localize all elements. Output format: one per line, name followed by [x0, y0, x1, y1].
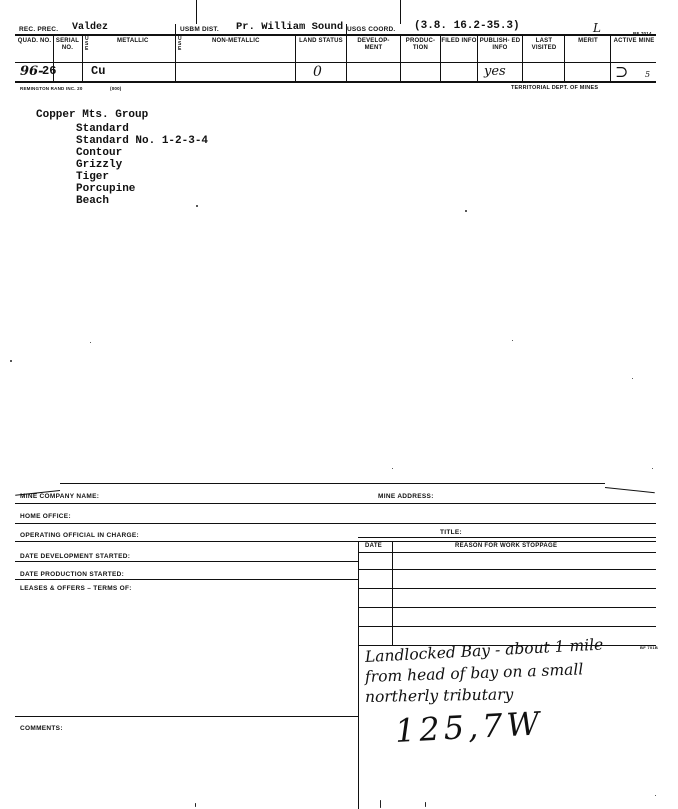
column-divider	[564, 34, 565, 81]
col-development: DEVELOP- MENT	[357, 38, 390, 51]
header-form-number: BF 7014	[633, 31, 652, 36]
col-quad-no: QUAD. NO.	[17, 38, 52, 44]
speck	[465, 210, 467, 212]
column-divider	[175, 24, 176, 81]
column-divider	[522, 34, 523, 81]
usbm-dist-label: USBM DIST.	[180, 26, 219, 33]
mine-company-name-label: MINE COMPANY NAME:	[20, 493, 100, 500]
speck	[90, 342, 91, 343]
usgs-coord-label: USGS COORD.	[347, 26, 396, 33]
speck	[196, 205, 198, 207]
speck	[425, 802, 426, 807]
corner-mark: L	[593, 21, 601, 35]
column-divider	[346, 24, 347, 81]
form-rule	[358, 552, 656, 553]
col-use: U S E	[85, 36, 89, 52]
date-development-label: DATE DEVELOPMENT STARTED:	[20, 553, 131, 560]
speck	[195, 803, 196, 807]
claim-item: Contour	[76, 147, 123, 159]
note-line-2: from head of bay on a small	[364, 660, 584, 686]
header-rule	[15, 34, 656, 36]
column-divider	[477, 34, 478, 81]
header-divider	[400, 0, 401, 24]
speck	[10, 360, 12, 362]
form-rule	[15, 541, 656, 542]
speck	[632, 378, 633, 379]
claim-item: Standard No. 1-2-3-4	[76, 135, 209, 147]
quad-no-value: 96-	[20, 64, 44, 79]
usbm-dist-value: Pr. William Sound	[236, 21, 344, 33]
col-production: PRODUC- TION	[405, 38, 436, 51]
form-edge	[60, 483, 605, 484]
printer-name: REMINGTON RAND INC. 20	[20, 86, 83, 91]
col-non-metallic: NON-METALLIC	[212, 38, 260, 44]
form-divider	[392, 541, 393, 645]
col-filed-info: FILED INFO	[441, 38, 477, 44]
comments-label: COMMENTS:	[20, 725, 63, 732]
column-divider	[295, 34, 296, 81]
date-col-label: DATE	[365, 543, 383, 549]
form-divider	[358, 541, 359, 809]
col-last-visited: LAST VISITED	[531, 38, 557, 51]
active-mark: ⊃	[615, 62, 629, 81]
col-active: ACTIVE MINE	[613, 38, 655, 44]
active-side-mark: 5	[645, 70, 651, 79]
header-rule	[15, 81, 656, 83]
date-production-label: DATE PRODUCTION STARTED:	[20, 571, 125, 578]
title-label: TITLE:	[440, 529, 463, 536]
speck	[392, 468, 393, 469]
claim-item: Grizzly	[76, 159, 123, 171]
agency-name: TERRITORIAL DEPT. OF MINES	[511, 85, 599, 91]
col-serial-no: SERIAL NO.	[55, 38, 80, 51]
mine-address-label: MINE ADDRESS:	[378, 493, 434, 500]
printer-code: (000)	[110, 86, 122, 91]
form-edge	[605, 487, 655, 493]
operating-official-label: OPERATING OFFICIAL IN CHARGE:	[20, 532, 139, 539]
rec-prec-label: REC. PREC.	[19, 26, 59, 33]
form-rule	[358, 537, 656, 538]
speck	[512, 340, 513, 341]
rec-prec-value: Valdez	[72, 22, 109, 33]
col-published-info: PUBLISH- ED INFO	[479, 38, 521, 51]
form-rule	[15, 716, 358, 717]
form-rule	[358, 588, 656, 589]
header-divider	[196, 0, 197, 24]
group-title: Copper Mts. Group	[36, 109, 149, 121]
column-divider	[82, 34, 83, 81]
speck	[652, 468, 653, 469]
home-office-label: HOME OFFICE:	[20, 513, 71, 520]
usgs-coord-value: (3.8. 16.2-35.3)	[414, 20, 520, 32]
col-land-status: LAND STATUS	[299, 38, 343, 44]
note-line-1: Landlocked Bay - about 1 mile	[364, 635, 604, 666]
col-metallic: METALLIC	[117, 38, 149, 44]
claim-item: Porcupine	[76, 183, 136, 195]
form-rule	[15, 561, 358, 562]
claim-item: Tiger	[76, 171, 110, 183]
col-merit: MERIT	[578, 38, 598, 44]
reason-col-label: REASON FOR WORK STOPPAGE	[455, 543, 558, 549]
speck	[655, 795, 656, 796]
speck	[380, 800, 381, 808]
column-divider	[610, 34, 611, 81]
header-rule	[15, 62, 656, 63]
form-rule	[15, 579, 358, 580]
serial-no-value: 26	[42, 64, 57, 78]
form-rule	[358, 607, 656, 608]
metallic-value: Cu	[91, 64, 106, 78]
note-line-3: northerly tributary	[364, 685, 514, 706]
claim-item: Standard	[76, 123, 129, 135]
claim-item: Beach	[76, 195, 110, 207]
form-rule	[358, 626, 656, 627]
form-number: BF 701B	[640, 645, 659, 650]
form-rule	[358, 569, 656, 570]
form-rule	[15, 503, 656, 504]
land-status-value: 0	[313, 64, 322, 80]
note-figure: 125,7W	[394, 704, 545, 750]
form-rule	[15, 523, 656, 524]
published-info-value: yes	[484, 64, 506, 79]
col-use-2: U S E	[178, 36, 182, 52]
leases-offers-label: LEASES & OFFERS – TERMS OF:	[20, 585, 132, 592]
